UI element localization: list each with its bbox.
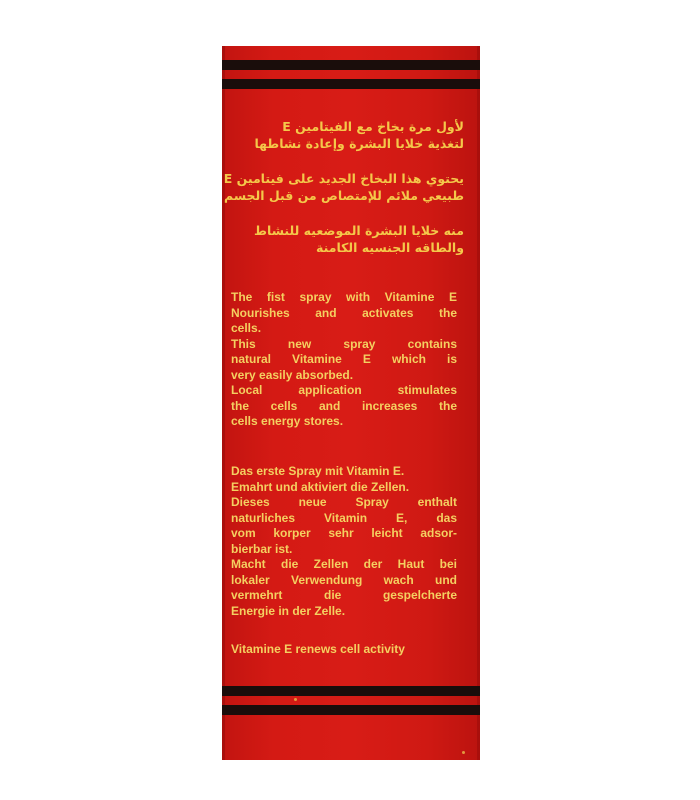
english-line-8: the cells and increases the: [231, 398, 457, 413]
german-line-9: vermehrt die gespelcherte: [231, 588, 457, 602]
english-line-9: cells energy stores.: [231, 414, 344, 428]
english-line-5: natural Vitamine E which is: [231, 352, 457, 366]
german-description: [231, 464, 457, 619]
german-line-5: vom korper sehr leicht adsor-: [231, 526, 457, 540]
arabic-description: [223, 118, 464, 256]
german-line-1: Das erste Spray mit Vitamin E.: [231, 464, 405, 478]
arabic-line-4: طبيعي ملائم للإمتصاص من قبل الجسم: [224, 188, 464, 203]
print-speck: [294, 698, 297, 701]
english-line-4: This new spray contains: [231, 336, 457, 351]
german-line-7: Macht die Zellen der Haut bei: [231, 557, 457, 571]
english-description: [231, 290, 457, 430]
german-line-10: Energie in der Zelle.: [231, 603, 346, 618]
english-line-3: cells.: [231, 321, 262, 335]
english-line-1: The fist spray with Vitamine E: [231, 290, 457, 304]
bottom-black-stripe-1: [222, 686, 480, 696]
english-line-6: very easily absorbed.: [231, 367, 354, 382]
german-line-8: lokaler Verwendung wach und: [231, 572, 457, 587]
box-right-edge: [477, 46, 480, 760]
german-line-3: Dieses neue Spray enthalt: [231, 495, 457, 509]
arabic-line-2: لتغذية خلايا البشرة وإعادة نشاطها: [254, 136, 464, 151]
top-black-stripe-2: [222, 79, 480, 89]
arabic-line-3: يحتوي هذا البخاخ الجديد على فيتامين E: [223, 171, 464, 186]
german-line-2: Emahrt und aktiviert die Zellen.: [231, 479, 410, 494]
english-line-2: Nourishes and activates the: [231, 305, 457, 320]
german-line-4: naturliches Vitamin E, das: [231, 510, 457, 525]
arabic-line-6: والطاقه الجنسيه الكامنة: [316, 240, 464, 255]
arabic-line-5: منه خلايا البشرة الموضعيه للنشاط: [254, 223, 464, 238]
print-speck: [462, 751, 465, 754]
box-left-edge: [222, 46, 225, 760]
product-box-side-panel: [222, 46, 480, 760]
english-line-7: Local application stimulates: [231, 383, 457, 397]
german-line-6: bierbar ist.: [231, 541, 293, 556]
top-black-stripe-1: [222, 60, 480, 70]
bottom-black-stripe-2: [222, 705, 480, 715]
tagline: Vitamine E renews cell activity: [231, 642, 405, 656]
arabic-line-1: لأول مرة بخاخ مع الفيتامين E: [282, 119, 464, 134]
